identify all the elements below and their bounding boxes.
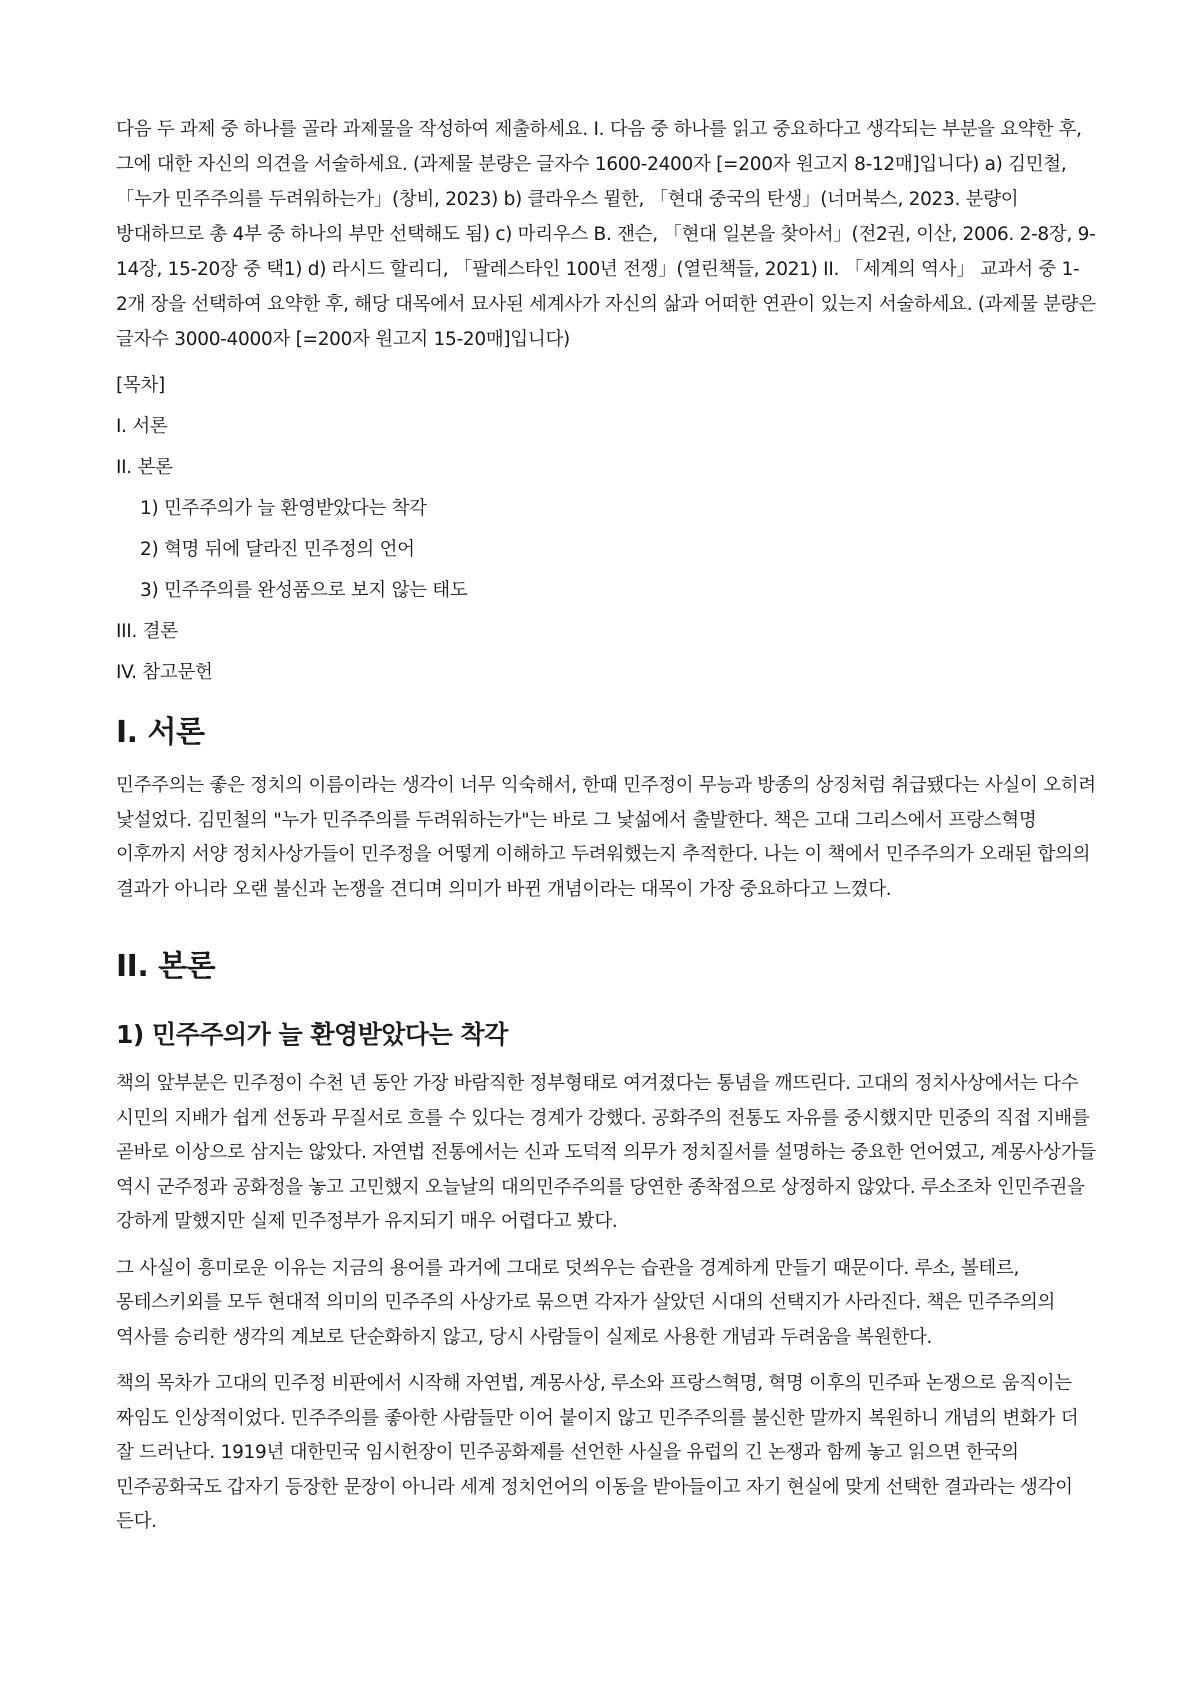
table-of-contents — [116, 373, 1100, 685]
body-heading: II. 본론 — [116, 949, 216, 984]
intro-heading: I. 서론 — [116, 715, 205, 750]
assignment-instructions: 다음 두 과제 중 하나를 골라 과제물을 작성하여 제출하세요. I. 다음 중 하나를 읽고 중요하다고 생각되는 부분을 요약한 후, 그에 대한 자신의 의견을 서술하세요. (과제물 분량은 글자수 1600-2400자 [=200자 원고지 8-12매]입니다) a) 김민철, 「누가 민주주의를 두려워하는가」(창비, 2023) b) 클라우스 뮐한, 「현대 중국의 탄생」(너머북스, 2023. 분량이 방대하므로 총 4부 중 하나의 부만 선택해도 됨) c) 마리우스 B. 잰슨, 「현대 일본을 찾아서」(전2권, 이산, 2006. 2-8장, 9-14장, 15-20장 중 택1) d) 라시드 할리디, 「팔레스타인 100년 전쟁」(열린책들, 2021) II. 「세계의 역사」 교과서 중 1-2개 장을 선택하여 요약한 후, 해당 대목에서 묘사된 세계사가 자신의 삶과 어떠한 연관이 있는지 서술하세요. (과제물 분량은 글자수 3000-4000자 [=200자 원고지 15-20매]입니다) — [116, 119, 1096, 350]
toc-item: III. 결론 — [116, 621, 178, 642]
toc-subitem: 2) 혁명 뒤에 달라진 민주정의 언어 — [140, 539, 415, 560]
toc-item: II. 본론 — [116, 457, 173, 478]
toc-subitem: 3) 민주주의를 완성품으로 보지 않는 태도 — [140, 580, 468, 601]
intro-paragraph: 민주주의는 좋은 정치의 이름이라는 생각이 너무 익숙해서, 한때 민주정이 무능과 방종의 상징처럼 취급됐다는 사실이 오히려 낯설었다. 김민철의 "누가 민주주의를 두려워하는가"는 바로 그 낯섦에서 출발한다. 책은 고대 그리스에서 프랑스혁명 이후까지 서양 정치사상가들이 민주정을 어떻게 이해하고 두려워했는지 추적한다. 나는 이 책에서 민주주의가 오래된 합의의 결과가 아니라 오랜 불신과 논쟁을 견디며 의미가 바뀐 개념이라는 대목이 가장 중요하다고 느꼈다. — [116, 775, 1096, 900]
body-paragraph: 책의 목차가 고대의 민주정 비판에서 시작해 자연법, 계몽사상, 루소와 프랑스혁명, 혁명 이후의 민주파 논쟁으로 움직이는 짜임도 인상적이었다. 민주주의를 좋아한 사람들만 이어 붙이지 않고 민주주의를 불신한 말까지 복원하니 개념의 변화가 더 잘 드러난다. 1919년 대한민국 임시헌장이 민주공화제를 선언한 사실을 유럽의 긴 논쟁과 함께 놓고 읽으면 한국의 민주공화국도 갑자기 등장한 문장이 아니라 세계 정치언어의 이동을 받아들이고 자기 현실에 맞게 선택한 결과라는 생각이 든다. — [116, 1373, 1079, 1532]
toc-item: IV. 참고문헌 — [116, 662, 213, 683]
toc-heading: [목차] — [116, 375, 165, 396]
body-section — [116, 947, 1100, 1540]
body-paragraph: 그 사실이 흥미로운 이유는 지금의 용어를 과거에 그대로 덧씌우는 습관을 경계하게 만들기 때문이다. 루소, 볼테르, 몽테스키외를 모두 현대적 의미의 민주주의 사상가로 묶으면 각자가 살았던 시대의 선택지가 사라진다. 책은 민주주의의 역사를 승리한 생각의 계보로 단순화하지 않고, 당시 사람들이 실제로 사용한 개념과 두려움을 복원한다. — [116, 1257, 1056, 1348]
body-paragraph: 책의 앞부분은 민주정이 수천 년 동안 가장 바람직한 정부형태로 여겨졌다는 통념을 깨뜨린다. 고대의 정치사상에서는 다수 시민의 지배가 쉽게 선동과 무질서로 흐를 수 있다는 경계가 강했다. 공화주의 전통도 자유를 중시했지만 민중의 직접 지배를 곧바로 이상으로 삼지는 않았다. 자연법 전통에서는 신과 도덕적 의무가 정치질서를 설명하는 중요한 언어였고, 계몽사상가들 역시 군주정과 공화정을 놓고 고민했지 오늘날의 대의민주주의를 당연한 종착점으로 상정하지 않았다. 루소조차 인민주권을 강하게 말했지만 실제 민주정부가 유지되기 매우 어렵다고 봤다. — [116, 1073, 1096, 1232]
toc-item: I. 서론 — [116, 416, 168, 437]
toc-subitem: 1) 민주주의가 늘 환영받았다는 착각 — [140, 498, 427, 519]
subsection-heading: 1) 민주주의가 늘 환영받았다는 착각 — [116, 1020, 508, 1049]
intro-section — [116, 713, 1100, 907]
